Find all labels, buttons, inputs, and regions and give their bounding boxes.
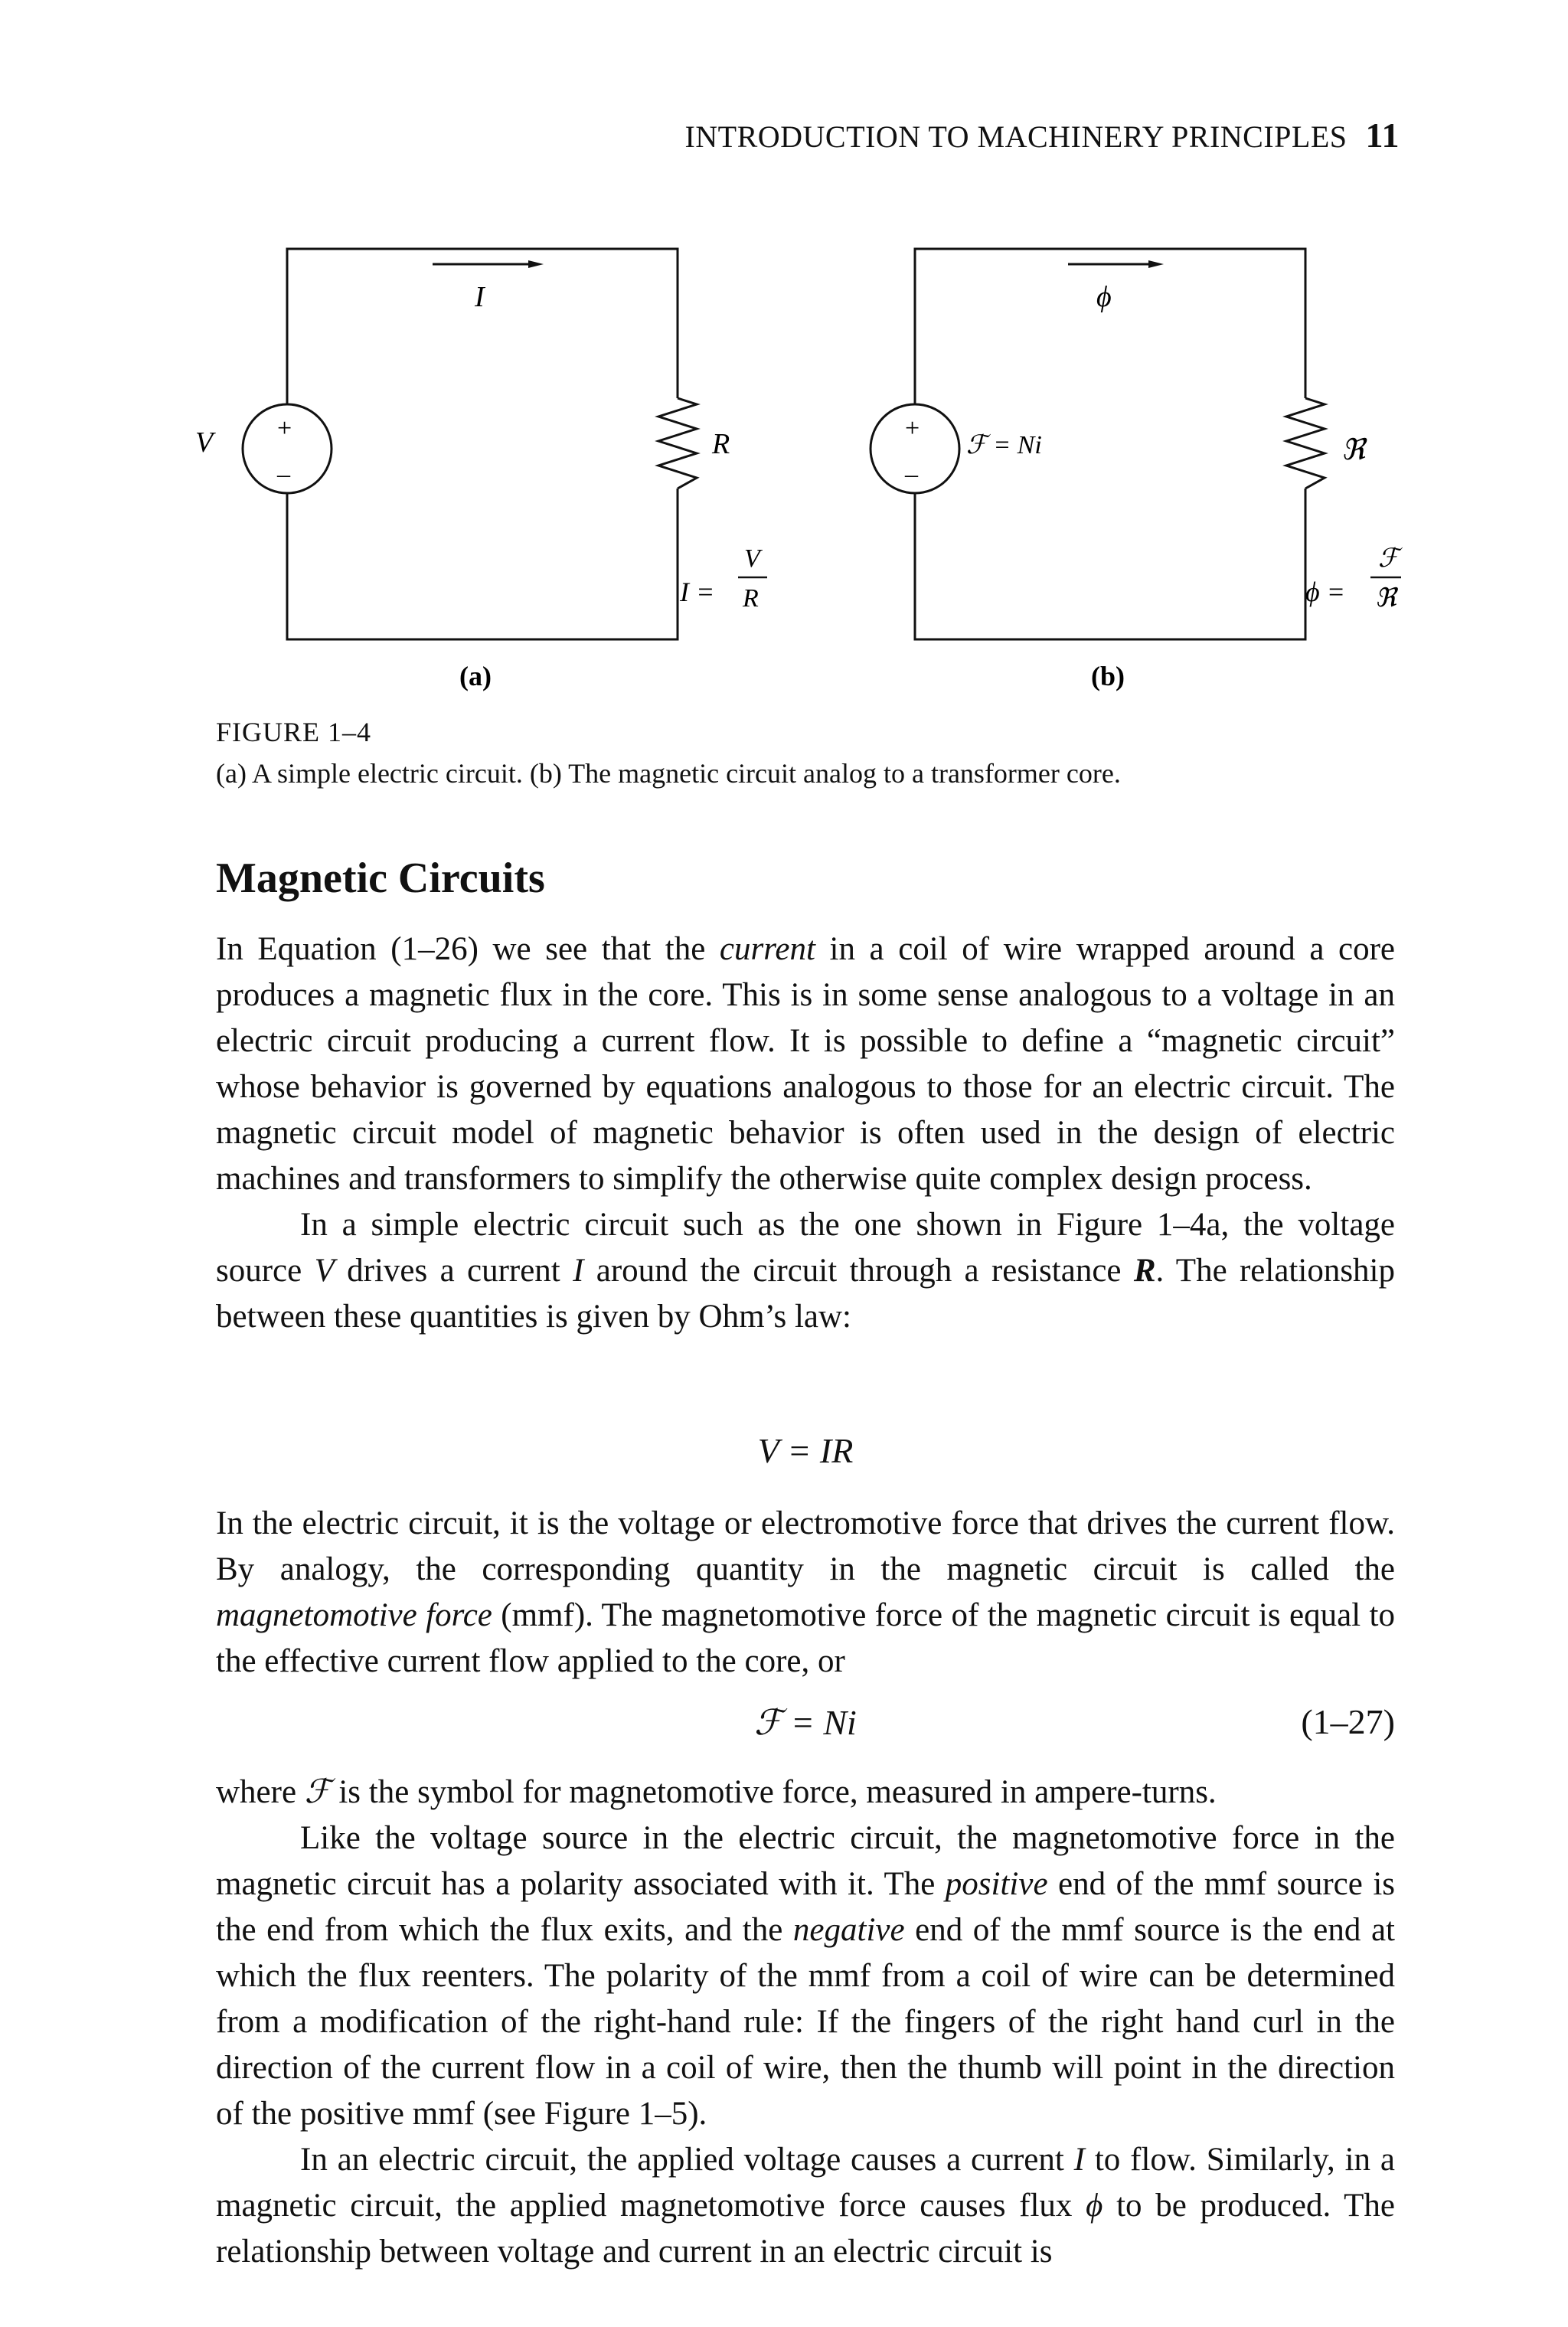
section-title: Magnetic Circuits	[216, 855, 545, 902]
equation-number: (1–27)	[1301, 1702, 1395, 1741]
paragraph-3: In the electric circuit, it is the voltage or electromotive force that drives the current flow. By analogy, the corresponding quantity in the magnetic circuit is called the magnetomotive force (mmf). The magnetomotive force of the magnetic circuit is equal to the effective current flow applied to the core, or	[216, 1505, 1396, 1679]
circuit-b-bottom-wire	[915, 489, 1305, 639]
source-plus-sign: +	[277, 414, 292, 443]
figure-1-4	[0, 0, 1568, 704]
panel-label-a: (a)	[459, 661, 492, 691]
equation-1-27	[216, 1701, 1395, 1747]
circuit-a-bottom-wire	[287, 489, 678, 639]
figure-caption	[216, 716, 1410, 789]
flux-eq-denominator: ℜ	[1375, 584, 1396, 613]
circuit-a-top-wire	[287, 249, 678, 404]
page-number: 11	[1365, 116, 1400, 155]
flux-label: ϕ	[1096, 281, 1112, 313]
mmf-label: ℱ = Ni	[966, 431, 1042, 459]
paragraph-4: where ℱ is the symbol for magnetomotive force, measured in ampere-turns.	[216, 1773, 1217, 1811]
current-label: I	[475, 281, 485, 313]
ohm-law-lhs: I =	[680, 577, 715, 607]
caption-label: FIGURE 1–4	[216, 717, 372, 747]
caption-text: (a) A simple electric circuit. (b) The magnetic circuit analog to a transformer core.	[216, 758, 1121, 789]
paragraph-1: In Equation (1–26) we see that the current in a coil of wire wrapped around a core produces a magnetic flux in the core. This is in some sense analogous to a voltage in an electric circuit producing a current flow. It is possible to define a “magnetic circuit” whose behavior is governed by equations analogous to those for an electric circuit. The magnetic circuit model of magnetic behavior is often used in the design of electric machines and transformers to simplify the otherwise quite complex design process.	[216, 931, 1395, 1197]
flux-eq-numerator: ℱ	[1378, 544, 1399, 573]
mmf-plus-sign: +	[905, 414, 920, 443]
equation-ohms-law-text: V = IR	[757, 1431, 854, 1470]
equation-1-27-text: ℱ = Ni	[754, 1703, 857, 1742]
resistor-label: R	[712, 428, 730, 460]
body-text-block-3	[216, 1769, 1395, 2275]
equation-ohms-law	[216, 1430, 1395, 1476]
reluctance-zigzag	[1286, 398, 1325, 489]
reluctance-label: ℜ	[1341, 434, 1365, 466]
current-arrow-head	[528, 260, 544, 268]
flux-eq-lhs: ϕ =	[1305, 577, 1345, 607]
source-minus-sign: –	[277, 460, 290, 489]
electric-circuit-a	[243, 249, 697, 639]
paragraph-6: In an electric circuit, the applied voltage causes a current I to flow. Similarly, in a magnetic circuit, the applied magnetomotive force causes flux ϕ to be produced. The relationship between voltage and current in an electric circuit is	[216, 2142, 1395, 2270]
ohm-law-denominator: R	[743, 584, 759, 613]
body-text-block-2	[216, 1501, 1395, 1685]
voltage-label: V	[195, 427, 214, 459]
circuit-b-top-wire	[915, 249, 1305, 404]
mmf-minus-sign: –	[905, 460, 918, 489]
ohm-law-numerator: V	[744, 544, 760, 573]
running-head-title: INTRODUCTION TO MACHINERY PRINCIPLES	[684, 119, 1348, 154]
resistor-zigzag	[658, 398, 697, 489]
paragraph-2: In a simple electric circuit such as the one shown in Figure 1–4a, the voltage source V drives a current I around the circuit through a resistance R. The relationship between these quantities is given by Ohm’s law:	[216, 1207, 1395, 1335]
body-text-block-1	[216, 927, 1395, 1340]
flux-arrow-head	[1148, 260, 1164, 268]
paragraph-5: Like the voltage source in the electric circuit, the magnetomotive force in the magnetic circuit has a polarity associated with it. The positive end of the mmf source is the end from which the flux exits, and the negative end of the mmf source is the end at which the flux reenters. The polarity of the mmf from a coil of wire can be determined from a modification of the right-hand rule: If the fingers of the right hand curl in the direction of the current flow in a coil of wire, then the thumb will point in the direction of the positive mmf (see Figure 1–5).	[216, 1820, 1395, 2132]
panel-label-b: (b)	[1091, 661, 1125, 691]
